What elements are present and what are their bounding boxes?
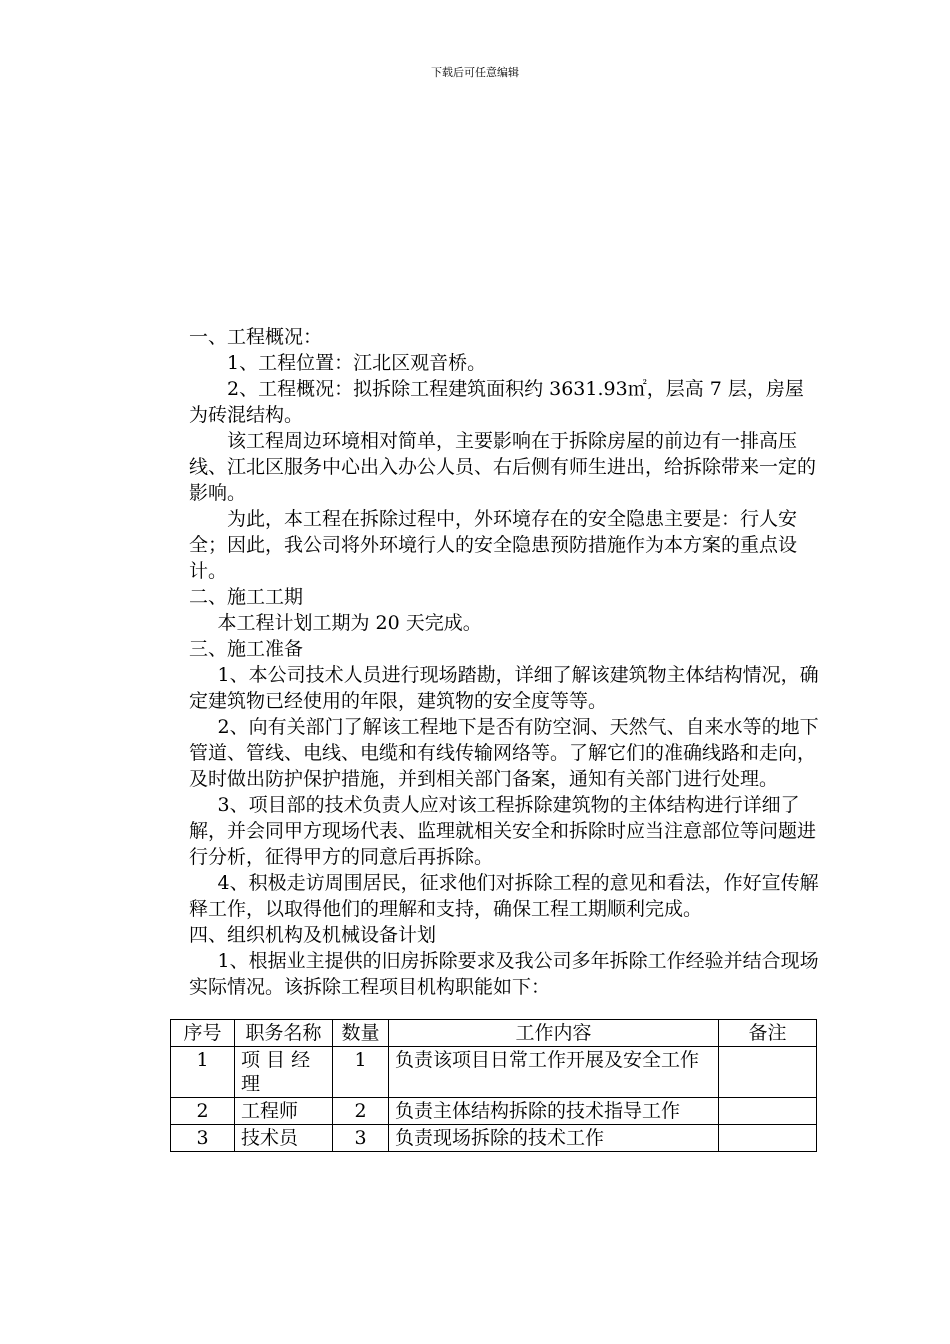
section-heading-preparation: 三、施工准备 [189,638,304,660]
paragraph-prep-1: 1、本公司技术人员进行现场踏勘，详细了解该建筑物主体结构情况，确定建筑物已经使用的年限，建筑物的安全度等等。 [189,664,819,712]
table-cell-note [719,1047,817,1098]
table-header-title: 职务名称 [235,1020,333,1047]
document-body [189,324,821,1000]
section-heading-organization: 四、组织机构及机械设备计划 [189,924,437,946]
table-cell-work: 负责该项目日常工作开展及安全工作 [389,1047,719,1098]
paragraph-prep-4: 4、积极走访周围居民，征求他们对拆除工程的意见和看法，作好宣传解释工作，以取得他们的理解和支持，确保工程工期顺利完成。 [189,872,819,920]
table-row [171,1047,817,1098]
table-header-note: 备注 [719,1020,817,1047]
table-row [171,1098,817,1125]
section-heading-schedule: 二、施工工期 [189,586,304,608]
paragraph-prep-3: 3、项目部的技术负责人应对该工程拆除建筑物的主体结构进行详细了解，并会同甲方现场代表、监理就相关安全和拆除时应当注意部位等问题进行分析，征得甲方的同意后再拆除。 [189,794,817,868]
organization-table [170,1019,817,1152]
table-cell-no: 2 [171,1098,235,1125]
table-cell-qty: 3 [333,1125,389,1152]
table-cell-note [719,1125,817,1152]
table-header-qty: 数量 [333,1020,389,1047]
table-cell-title: 工程师 [235,1098,333,1125]
table-header-no: 序号 [171,1020,235,1047]
paragraph-organization-1: 1、根据业主提供的旧房拆除要求及我公司多年拆除工作经验并结合现场实际情况。该拆除工程项目机构职能如下： [189,950,819,998]
table-header-work: 工作内容 [389,1020,719,1047]
paragraph-schedule: 本工程计划工期为 20 天完成。 [217,612,482,634]
table-cell-title: 技术员 [235,1125,333,1152]
section-heading-overview: 一、工程概况： [189,326,323,348]
table-cell-qty: 2 [333,1098,389,1125]
paragraph-overview: 2、工程概况：拟拆除工程建筑面积约 3631.93㎡，层高 7 层，房屋为砖混结构。 [189,378,804,426]
table-header-row [171,1020,817,1047]
table-cell-qty: 1 [333,1047,389,1098]
paragraph-safety: 为此，本工程在拆除过程中，外环境存在的安全隐患主要是：行人安全；因此，我公司将外环境行人的安全隐患预防措施作为本方案的重点设计。 [189,508,798,582]
table-cell-no: 3 [171,1125,235,1152]
page-header-note: 下载后可任意编辑 [431,66,519,79]
paragraph-prep-2: 2、向有关部门了解该工程地下是否有防空洞、天然气、自来水等的地下管道、管线、电线、电缆和有线传输网络等。了解它们的准确线路和走向，及时做出防护保护措施，并到相关部门备案，通知有关部门进行处理。 [189,716,819,790]
table-cell-title: 项 目 经 理 [235,1047,333,1098]
table-cell-note [719,1098,817,1125]
table-cell-work: 负责主体结构拆除的技术指导工作 [389,1098,719,1125]
table-row [171,1125,817,1152]
table-cell-work: 负责现场拆除的技术工作 [389,1125,719,1152]
table-cell-no: 1 [171,1047,235,1098]
paragraph-environment: 该工程周边环境相对简单，主要影响在于拆除房屋的前边有一排高压线、江北区服务中心出入办公人员、右后侧有师生进出，给拆除带来一定的影响。 [189,430,817,504]
paragraph-location: 1、工程位置：江北区观音桥。 [227,352,487,374]
